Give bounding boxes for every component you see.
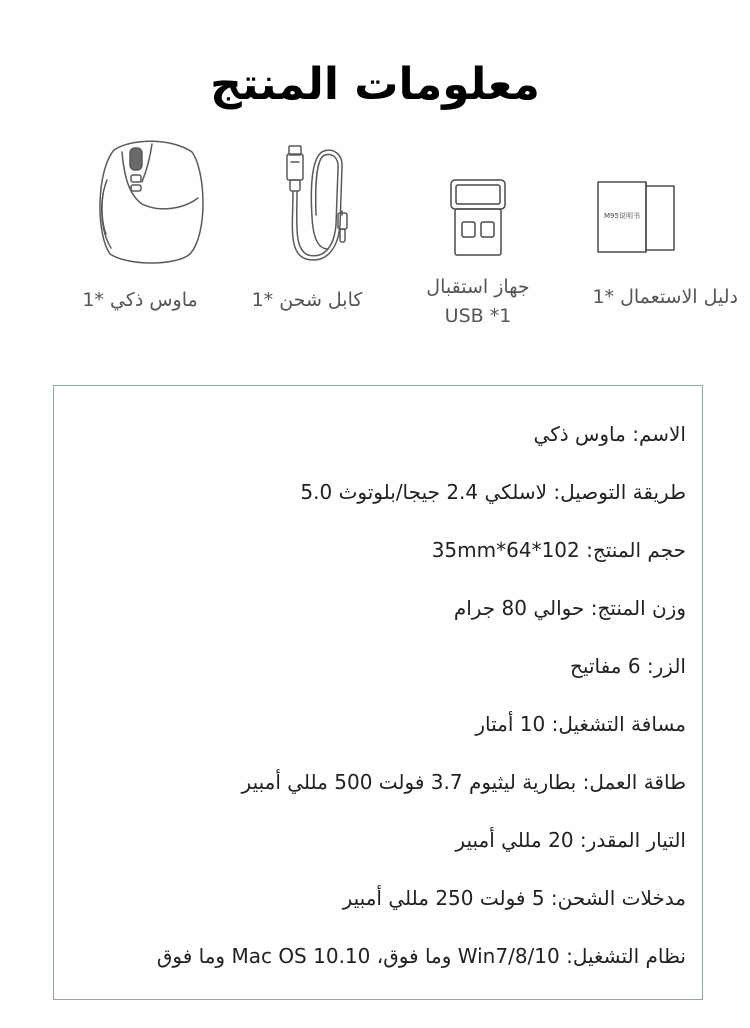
spec-current: التيار المقدر: 20 مللي أمبير — [455, 828, 686, 852]
spec-range: مسافة التشغيل: 10 أمتار — [475, 712, 686, 736]
page-title: معلومات المنتج — [210, 59, 540, 110]
usb-receiver-icon — [447, 178, 509, 258]
manual-cover-text: M95说明书 — [604, 212, 640, 220]
user-manual-icon — [596, 180, 678, 256]
spec-box — [53, 385, 703, 1000]
cable-label: كابل شحن *1 — [251, 289, 363, 311]
spec-size: حجم المنتج: 102*64*35mm — [431, 538, 686, 562]
receiver-label-line2: USB *1 — [444, 305, 512, 327]
spec-charging-input: مدخلات الشحن: 5 فولت 250 مللي أمبير — [342, 886, 686, 910]
spec-buttons: الزر: 6 مفاتيح — [570, 654, 686, 678]
spec-power: طاقة العمل: بطارية ليثيوم 3.7 فولت 500 مللي أمبير — [241, 770, 686, 794]
spec-os: نظام التشغيل: Win7/8/10 وما فوق، Mac OS 10.10 وما فوق — [156, 944, 686, 968]
spec-weight: وزن المنتج: حوالي 80 جرام — [453, 596, 686, 620]
spec-name: الاسم: ماوس ذكي — [533, 422, 686, 446]
mouse-label: ماوس ذكي *1 — [82, 289, 198, 311]
mouse-icon — [92, 138, 210, 266]
spec-connection: طريقة التوصيل: لاسلكي 2.4 جيجا/بلوتوث 5.0 — [300, 480, 686, 504]
charging-cable-icon — [282, 145, 354, 265]
receiver-label-line1: جهاز استقبال — [426, 276, 530, 298]
manual-label: دليل الاستعمال *1 — [592, 286, 738, 308]
